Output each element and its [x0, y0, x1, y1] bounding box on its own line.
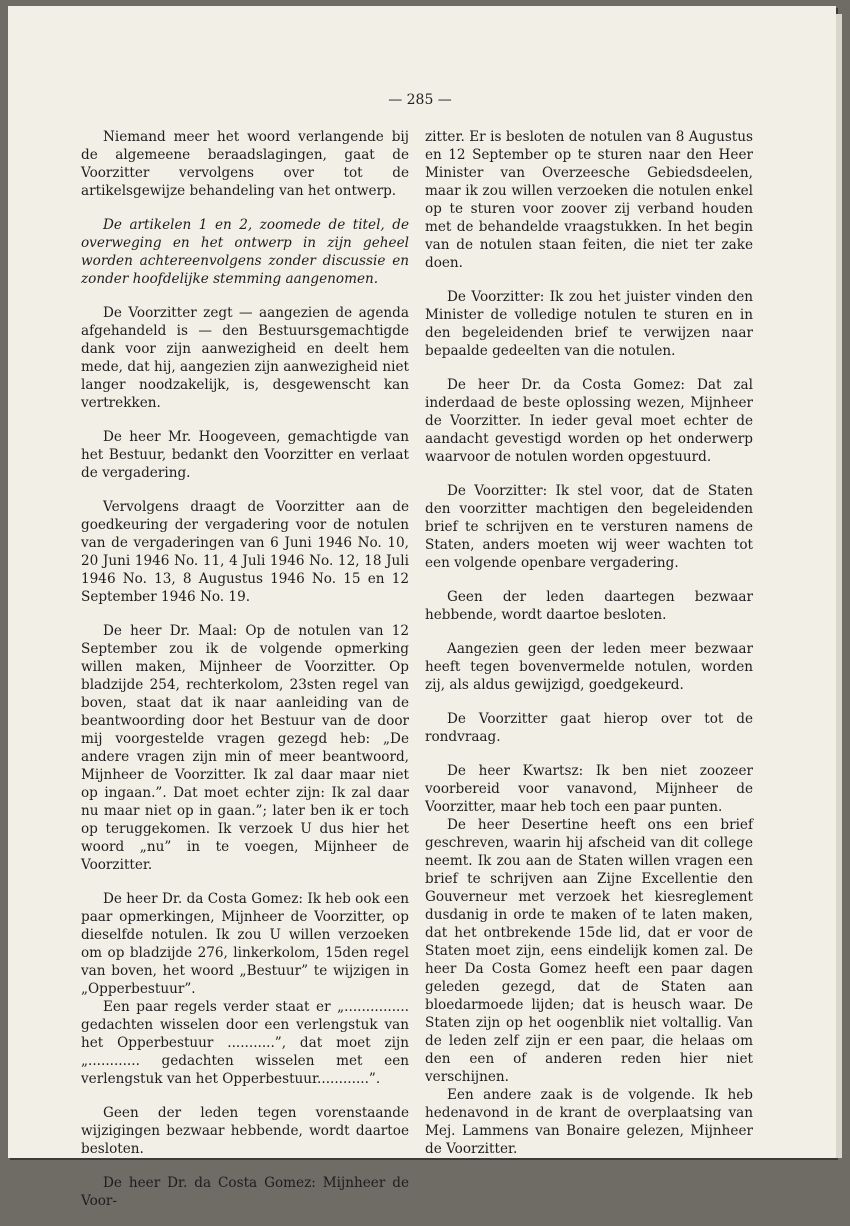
paragraph: Geen der leden tegen vorenstaande wijzigingen bezwaar hebbende, wordt daartoe besloten.: [81, 1105, 409, 1157]
paragraph: De Voorzitter: Ik zou het juister vinden den Minister de volledige notulen te sturen en in den begeleidenden brief te verwijzen naar bepaalde gedeelten van die notulen.: [425, 289, 753, 359]
paragraph: Vervolgens draagt de Voorzitter aan de goedkeuring der vergadering voor de notulen van de vergaderingen van 6 Juni 1946 No. 10, 20 Juni 1946 No. 11, 4 Juli 1946 No. 12, 18 Juli 1946 No. 13, 8 Augustus 1946 No. 15 en 12 September 1946 No. 19.: [81, 499, 409, 605]
paragraph: De Voorzitter gaat hierop over tot de rondvraag.: [425, 711, 753, 745]
paragraph: Niemand meer het woord verlangende bij de algemeene beraadslagingen, gaat de Voorzitter vervolgens over tot de artikelsgewijze behandeling van het ontwerp.: [81, 129, 409, 199]
paragraph: De heer Desertine heeft ons een brief geschreven, waarin hij afscheid van dit college neemt. Ik zou aan de Staten willen vragen een brief te schrijven aan Zijne Excellentie den Gouverneur met verzoek het kiesreglement dusdanig in orde te maken of te laten maken, dat het ontbrekende 15de lid, dat er voor de Staten moet zijn, eens eindelijk komen zal. De heer Da Costa Gomez heeft een paar dagen geleden gezegd, dat de Staten aan bloedarmoede lijden; dat is heusch waar. De Staten zijn op het oogenblik niet voltallig. Van de leden zelf zijn er een paar, die helaas om den een of anderen reden hier niet verschijnen.: [425, 817, 753, 1085]
paragraph: De heer Dr. da Costa Gomez: Dat zal inderdaad de beste oplossing wezen, Mijnheer de Voorzitter. In ieder geval moet echter de aandacht gevestigd worden op het onderwerp waarvoor de notulen worden opgestuurd.: [425, 377, 753, 465]
left-column: [81, 128, 409, 1226]
paragraph: De heer Mr. Hoogeveen, gemachtigde van het Bestuur, bedankt den Voorzitter en verlaat de vergadering.: [81, 429, 409, 481]
paragraph: Een andere zaak is de volgende. Ik heb hedenavond in de krant de overplaatsing van Mej. Lammens van Bonaire gelezen, Mijnheer de Voorzitter.: [425, 1087, 753, 1157]
paragraph: zitter. Er is besloten de notulen van 8 Augustus en 12 September op te sturen naar den Heer Minister van Overzeesche Gebiedsdeelen, maar ik zou willen verzoeken die notulen enkel op te sturen voor zoover zij verband houden met de behandelde vraagstukken. In het begin van de notulen staan feiten, die niet ter zake doen.: [425, 129, 753, 271]
page-number: — 285 —: [388, 92, 452, 108]
page-edge: [836, 14, 842, 1158]
paragraph: Geen der leden daartegen bezwaar hebbende, wordt daartoe besloten.: [425, 589, 753, 623]
paragraph: De heer Dr. Maal: Op de notulen van 12 September zou ik de volgende opmerking willen maken, Mijnheer de Voorzitter. Op bladzijde 254, rechterkolom, 23sten regel van boven, staat dat ik naar aanleiding van de beantwoording door het Bestuur van de door mij voorgestelde vragen gezegd heb: „De andere vragen zijn min of meer beantwoord, Mijnheer de Voorzitter. Ik zal daar maar niet op ingaan.”. Dat moet echter zijn: Ik zal daar nu maar niet op in gaan.”; later ben ik er toch op teruggekomen. Ik verzoek U dus hier het woord „nu” in te voegen, Mijnheer de Voorzitter.: [81, 623, 409, 873]
paragraph: De Voorzitter: Ik stel voor, dat de Staten den voorzitter machtigen den begeleidenden brief te schrijven en te versturen namens de Staten, anders moeten wij weer wachten tot een volgende openbare vergadering.: [425, 483, 753, 571]
paragraph: De Voorzitter zegt — aangezien de agenda afgehandeld is — den Bestuursgemachtigde dank voor zijn aanwezigheid en deelt hem mede, dat hij, aangezien zijn aanwezigheid niet langer noodzakelijk, is, desgewenscht kan vertrekken.: [81, 305, 409, 411]
paragraph: Aangezien geen der leden meer bezwaar heeft tegen bovenvermelde notulen, worden zij, als aldus gewijzigd, goedgekeurd.: [425, 641, 753, 693]
paragraph: De heer Dr. da Costa Gomez: Ik heb ook een paar opmerkingen, Mijnheer de Voorzitter, op dieselfde notulen. Ik zou U willen verzoeken om op bladzijde 276, linkerkolom, 15den regel van boven, het woord „Bestuur” te wijzigen in „Opperbestuur”.: [81, 891, 409, 997]
paragraph: De artikelen 1 en 2, zoomede de titel, de overweging en het ontwerp in zijn geheel worden achtereenvolgens zonder discussie en zonder hoofdelijke stemming aangenomen.: [81, 217, 409, 287]
paragraph: De heer Dr. da Costa Gomez: Mijnheer de Voor-: [81, 1175, 409, 1209]
paragraph: De heer Kwartsz: Ik ben niet zoozeer voorbereid voor vanavond, Mijnheer de Voorzitter, maar heb toch een paar punten.: [425, 763, 753, 815]
paragraph: Een paar regels verder staat er „............... gedachten wisselen door een verlengstuk van het Opperbestuur ...........”, dat moet zijn „............ gedachten wisselen met een verlengstuk van het Opperbestuur............”.: [81, 999, 409, 1087]
right-column: [425, 128, 753, 1158]
